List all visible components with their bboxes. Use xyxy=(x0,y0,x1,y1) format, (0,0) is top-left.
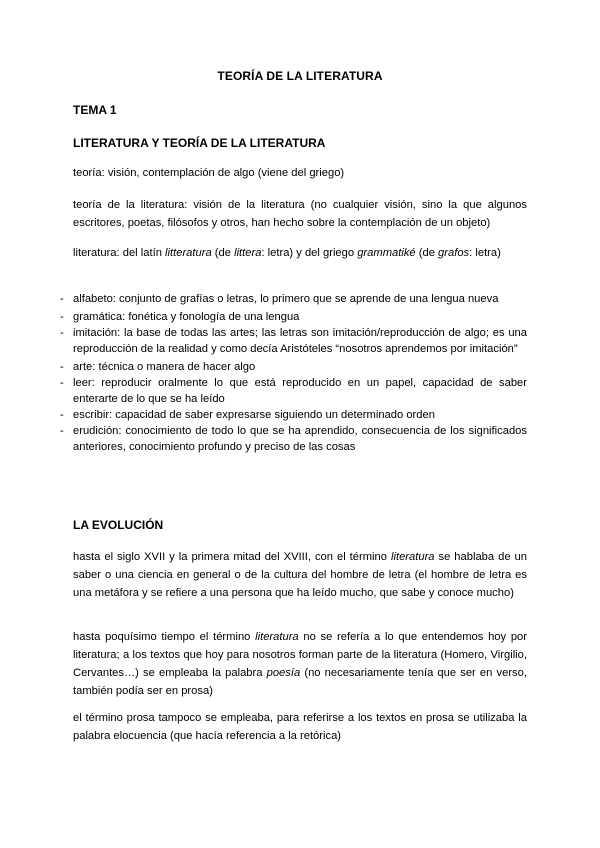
evolucion-heading: LA EVOLUCIÓN xyxy=(73,518,164,532)
tema-heading: TEMA 1 xyxy=(73,103,117,117)
list-item: - leer: reproducir oralmente lo que está reproducido en un papel, capacidad de saber enterarte de lo que se ha leído xyxy=(60,377,527,405)
paragraph-evolucion-2: hasta poquísimo tiempo el término literatura no se refería a lo que entendemos hoy por literatura; a los textos que hoy para nosotros forman parte de la literatura (Homero, Virgilio, Cervantes…) se empleaba la palabra poesía (no necesariamente tenía que ser en verso, también podía ser en prosa) xyxy=(73,631,527,697)
paragraph-teoria: teoría: visión, contemplación de algo (viene del griego) xyxy=(73,167,345,179)
paragraph-evolucion-3: el término prosa tampoco se empleaba, para referirse a los textos en prosa se utilizaba la palabra elocuencia (que hacía referencia a la retórica) xyxy=(73,712,527,742)
list-item: - escribir: capacidad de saber expresarse siguiendo un determinado orden xyxy=(60,409,435,421)
list-item: - gramática: fonética y fonología de una lengua xyxy=(60,311,300,323)
list-item: - imitación: la base de todas las artes; las letras son imitación/reproducción de algo; es una reproducción de la realidad y como decía Aristóteles “nosotros aprendemos por imitación” xyxy=(60,327,527,355)
paragraph-teoria-literatura: teoría de la literatura: visión de la literatura (no cualquier visión, sino la que algunos escritores, poetas, filósofos y otros, han hecho sobre la contemplación de un objeto) xyxy=(73,199,527,229)
paragraph-literatura-etymology: literatura: del latín litteratura (de littera: letra) y del griego grammatiké (de grafos: letra) xyxy=(73,247,501,259)
list-item: - arte: técnica o manera de hacer algo xyxy=(60,361,256,373)
paragraph-evolucion-1: hasta el siglo XVII y la primera mitad del XVIII, con el término literatura se hablaba de un saber o una ciencia en general o de la cultura del hombre de letra (el hombre de letra es una metáfora y se refiere a una persona que ha leído mucho, que sabe y conoce mucho) xyxy=(73,551,527,599)
section-heading: LITERATURA Y TEORÍA DE LA LITERATURA xyxy=(73,136,326,150)
list-item: - erudición: conocimiento de todo lo que se ha aprendido, consecuencia de los significados anteriores, conocimiento profundo y preciso de las cosas xyxy=(60,425,527,453)
definition-list xyxy=(60,291,527,455)
document-title: TEORÍA DE LA LITERATURA xyxy=(217,69,383,83)
list-item: - alfabeto: conjunto de grafías o letras, lo primero que se aprende de una lengua nueva xyxy=(60,293,499,305)
